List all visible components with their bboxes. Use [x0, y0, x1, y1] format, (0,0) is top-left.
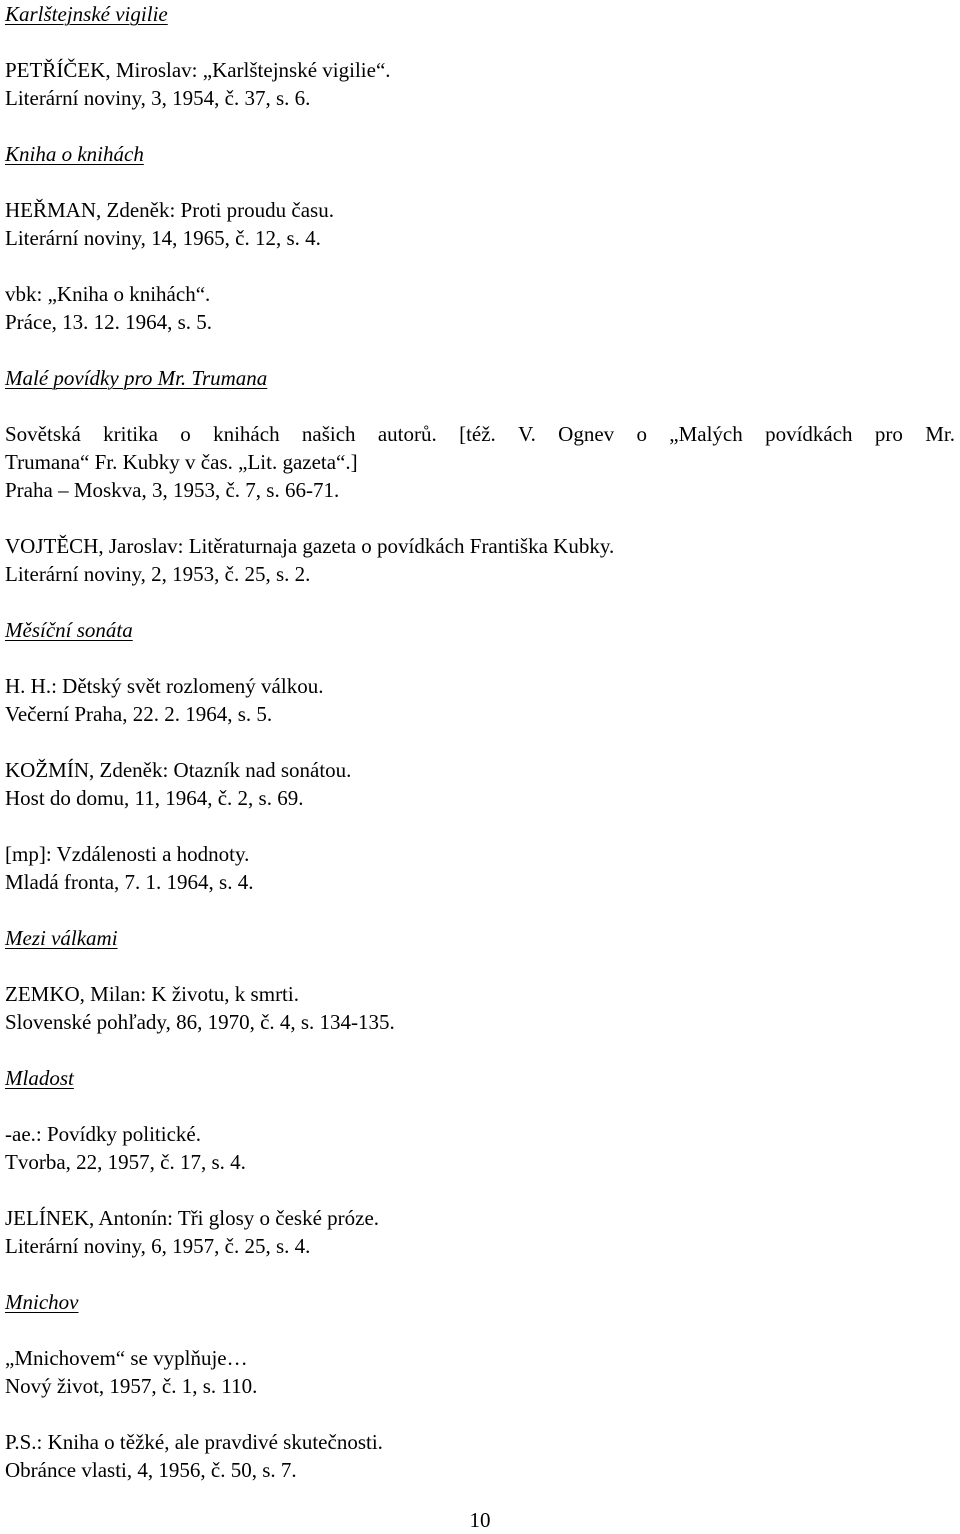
word: pro	[874, 422, 903, 446]
word: o	[636, 422, 647, 446]
word: V.	[518, 422, 536, 446]
section-heading: Kniha o knihách	[5, 142, 144, 166]
section-heading: Mladost	[5, 1066, 74, 1090]
word: kritika	[103, 422, 158, 446]
entry-line: Práce, 13. 12. 1964, s. 5.	[5, 310, 213, 334]
word: o	[180, 422, 191, 446]
word: Ognev	[558, 422, 615, 446]
entry-line: Literární noviny, 2, 1953, č. 25, s. 2.	[5, 562, 311, 586]
entry-line: HEŘMAN, Zdeněk: Proti proudu času.	[5, 198, 334, 222]
entry-line: Literární noviny, 6, 1957, č. 25, s. 4.	[5, 1234, 311, 1258]
entry-line: Literární noviny, 3, 1954, č. 37, s. 6.	[5, 86, 311, 110]
section-heading: Měsíční sonáta	[5, 618, 133, 642]
entry-line: Host do domu, 11, 1964, č. 2, s. 69.	[5, 786, 304, 810]
word: autorů.	[377, 422, 437, 446]
word: Mr.	[925, 422, 955, 446]
entry-line: Nový život, 1957, č. 1, s. 110.	[5, 1374, 258, 1398]
word: knihách	[213, 422, 280, 446]
entry-line: Praha – Moskva, 3, 1953, č. 7, s. 66-71.	[5, 478, 340, 502]
entry-line: Trumana“ Fr. Kubky v čas. „Lit. gazeta“.]	[5, 450, 358, 474]
entry-line: VOJTĚCH, Jaroslav: Litěraturnaja gazeta o povídkách Františka Kubky.	[5, 534, 615, 558]
entry-line: P.S.: Kniha o těžké, ale pravdivé skutečnosti.	[5, 1430, 383, 1454]
section-heading: Karlštejnské vigilie	[5, 2, 168, 26]
entry-line: „Mnichovem“ se vyplňuje…	[5, 1346, 248, 1370]
section-heading: Mezi válkami	[5, 926, 118, 950]
document-body	[5, 0, 955, 1484]
section-heading: Malé povídky pro Mr. Trumana	[5, 366, 268, 390]
entry-line: ZEMKO, Milan: K životu, k smrti.	[5, 982, 299, 1006]
entry-line: Literární noviny, 14, 1965, č. 12, s. 4.	[5, 226, 321, 250]
entry-line: H. H.: Dětský svět rozlomený válkou.	[5, 674, 324, 698]
word: Sovětská	[5, 422, 81, 446]
word: našich	[301, 422, 356, 446]
entry-line: Mladá fronta, 7. 1. 1964, s. 4.	[5, 870, 254, 894]
entry-line: -ae.: Povídky politické.	[5, 1122, 201, 1146]
entry-line: Obránce vlasti, 4, 1956, č. 50, s. 7.	[5, 1458, 297, 1482]
entry-line: JELÍNEK, Antonín: Tři glosy o české próze.	[5, 1206, 380, 1230]
entry-line: vbk: „Kniha o knihách“.	[5, 282, 211, 306]
entry-line: PETŘÍČEK, Miroslav: „Karlštejnské vigilie“.	[5, 58, 391, 82]
entry-line: Tvorba, 22, 1957, č. 17, s. 4.	[5, 1150, 246, 1174]
justified-entry-line	[5, 420, 955, 448]
page-number: 10	[469, 1508, 491, 1532]
section-heading: Mnichov	[5, 1290, 79, 1314]
word: [též.	[459, 422, 496, 446]
word: „Malých	[669, 422, 743, 446]
word: povídkách	[765, 422, 853, 446]
entry-line: KOŽMÍN, Zdeněk: Otazník nad sonátou.	[5, 758, 352, 782]
entry-line: Slovenské pohľady, 86, 1970, č. 4, s. 134-135.	[5, 1010, 395, 1034]
entry-line: Večerní Praha, 22. 2. 1964, s. 5.	[5, 702, 273, 726]
entry-line: [mp]: Vzdálenosti a hodnoty.	[5, 842, 250, 866]
